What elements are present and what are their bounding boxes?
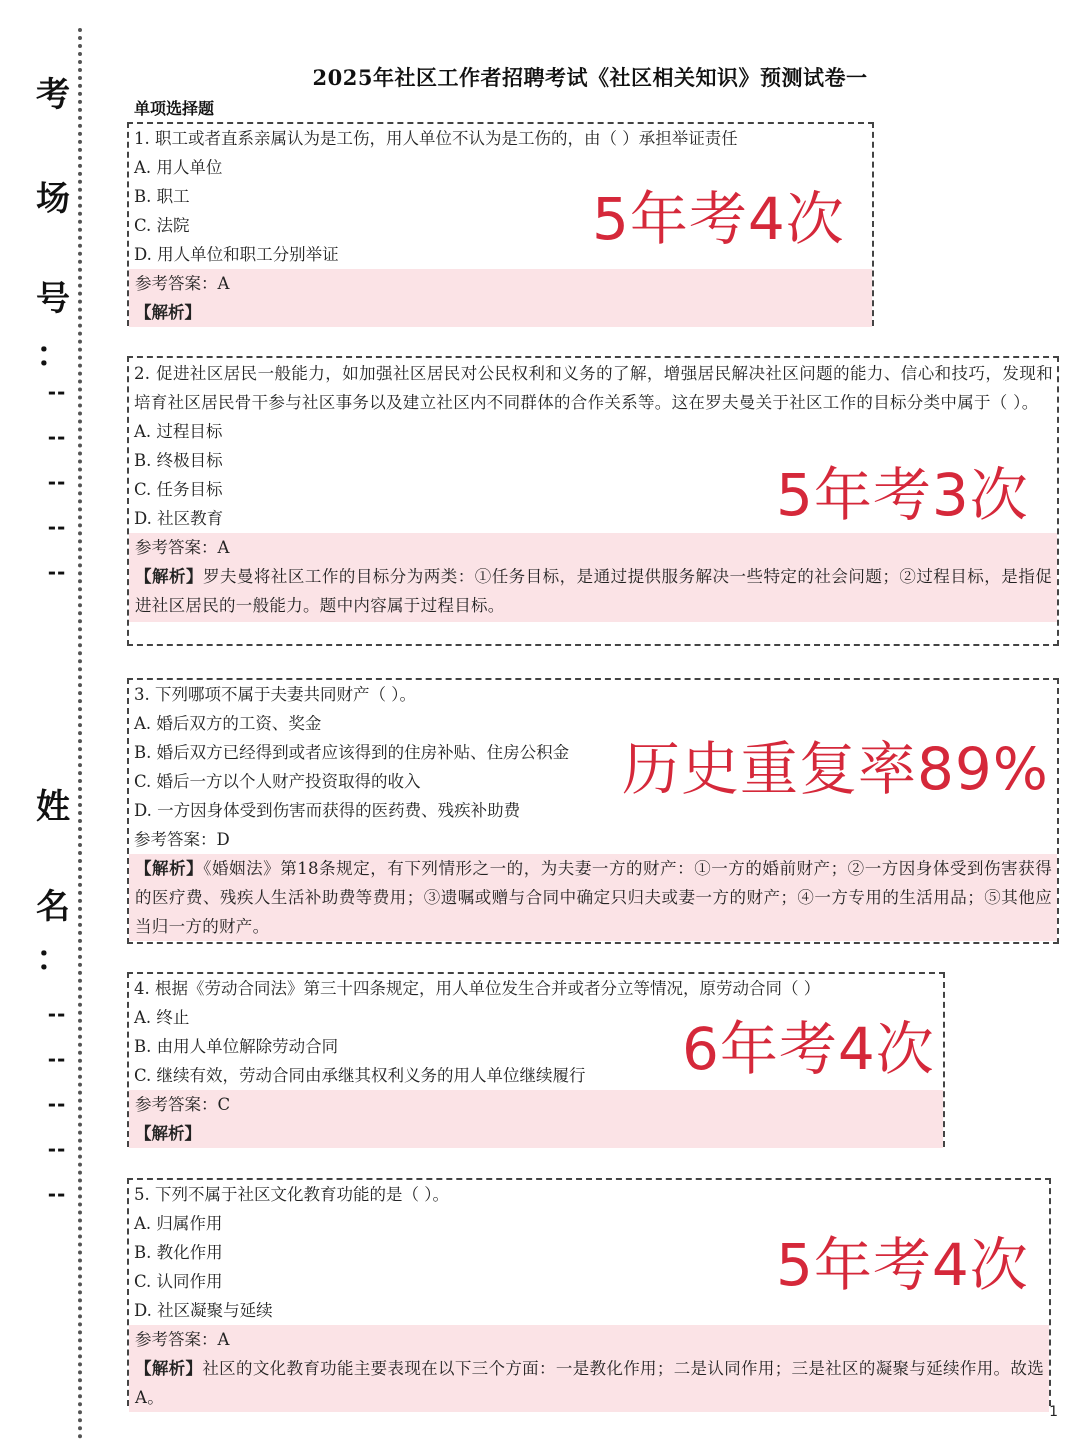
- option-c: C. 任务目标: [134, 480, 223, 499]
- option-a: A. 婚后双方的工资、奖金: [134, 714, 322, 733]
- question-stem: 4. 根据《劳动合同法》第三十四条规定，用人单位发生合并或者分立等情况，原劳动合同（ ）: [134, 979, 821, 998]
- option-d: D. 社区凝聚与延续: [134, 1301, 273, 1320]
- analysis-text: 社区的文化教育功能主要表现在以下三个方面：一是教化作用；二是认同作用；三是社区的凝聚与延续作用。故选A。: [135, 1359, 1045, 1407]
- exam-room-char-1: 考: [36, 75, 70, 115]
- name-label: [22, 787, 92, 1217]
- analysis: [134, 298, 867, 327]
- answer-panel: [129, 1090, 943, 1148]
- answer-panel: [129, 854, 1057, 941]
- analysis: [134, 854, 1052, 941]
- option-a: A. 过程目标: [134, 422, 223, 441]
- name-char-2: 名: [36, 887, 70, 927]
- option-a: A. 归属作用: [134, 1214, 223, 1233]
- name-colon: ：: [36, 939, 70, 979]
- question-stem: 2. 促进社区居民一般能力，如加强社区居民对公民权利和义务的了解，增强居民解决社区问题的能力、信心和技巧，发现和培育社区居民骨干参与社区事务以及建立社区内不同群体的合作关系等。这在罗夫曼关于社区工作的目标分类中属于（ ）。: [134, 364, 1053, 412]
- frequency-stamp: 5年考4次: [776, 1231, 1029, 1299]
- question-block-3: [127, 678, 1059, 944]
- reference-answer: 参考答案：A: [135, 1330, 230, 1349]
- frequency-stamp: 5年考3次: [776, 461, 1029, 529]
- option-c: C. 婚后一方以个人财产投资取得的收入: [134, 772, 421, 791]
- answer-panel: [129, 533, 1057, 622]
- option-d: D. 社区教育: [134, 509, 224, 528]
- exam-room-colon: ：: [36, 335, 70, 375]
- option-a: A. 终止: [134, 1008, 190, 1027]
- document-title: 2025年社区工作者招聘考试《社区相关知识》预测试卷一: [312, 65, 868, 90]
- option-c: C. 法院: [134, 216, 190, 235]
- answer-panel: [129, 1325, 1049, 1412]
- analysis-tag: 【解析】: [135, 1124, 201, 1143]
- option-b: B. 由用人单位解除劳动合同: [134, 1037, 339, 1056]
- frequency-stamp: 5年考4次: [592, 185, 845, 253]
- option-c: C. 继续有效，劳动合同由承继其权利义务的用人单位继续履行: [134, 1066, 586, 1085]
- analysis-tag: 【解析】: [135, 1359, 203, 1378]
- analysis-text: 罗夫曼将社区工作的目标分为两类：①任务目标，是通过提供服务解决一些特定的社会问题；②过程目标，是指促进社区居民的一般能力。题中内容属于过程目标。: [135, 567, 1053, 615]
- option-d: D. 用人单位和职工分别举证: [134, 245, 339, 264]
- option-b: B. 教化作用: [134, 1243, 223, 1262]
- frequency-stamp: 6年考4次: [682, 1015, 935, 1083]
- analysis: [134, 1354, 1044, 1412]
- exam-room-char-3: 号: [36, 279, 70, 319]
- analysis: [134, 562, 1052, 620]
- question-stem: 1. 职工或者直系亲属认为是工伤，用人单位不认为是工伤的，由（ ）承担举证责任: [134, 129, 738, 148]
- reference-answer: 参考答案：C: [135, 1095, 231, 1114]
- analysis: [134, 1119, 938, 1148]
- exam-room-fill-line: -- -- -- -- --: [47, 380, 67, 584]
- reference-answer: 参考答案：A: [135, 274, 230, 293]
- section-title: 单项选择题: [134, 99, 215, 118]
- option-c: C. 认同作用: [134, 1272, 223, 1291]
- analysis-text: 《婚姻法》第18条规定，有下列情形之一的，为夫妻一方的财产：①一方的婚前财产；②一方因身体受到伤害获得的医疗费、残疾人生活补助费等费用；③遗嘱或赠与合同中确定只归夫或妻一方的财产；④一方专用的生活用品；⑤其他应当归一方的财产。: [135, 859, 1052, 936]
- question-stem: 5. 下列不属于社区文化教育功能的是（ ）。: [134, 1185, 449, 1204]
- page-number: 1: [1049, 1404, 1058, 1420]
- exam-room-char-2: 场: [36, 179, 70, 219]
- analysis-tag: 【解析】: [135, 303, 201, 322]
- option-b: B. 婚后双方已经得到或者应该得到的住房补贴、住房公积金: [134, 743, 570, 762]
- exam-room-number-label: [22, 75, 92, 595]
- repeat-rate-stamp: 历史重复率89%: [622, 735, 1049, 803]
- option-b: B. 终极目标: [134, 451, 223, 470]
- name-fill-line: -- -- -- -- --: [47, 1002, 67, 1206]
- option-a: A. 用人单位: [134, 158, 223, 177]
- question-stem: 3. 下列哪项不属于夫妻共同财产（ ）。: [134, 685, 416, 704]
- name-char-1: 姓: [36, 787, 70, 827]
- reference-answer: 参考答案：D: [134, 830, 230, 849]
- analysis-tag: 【解析】: [135, 567, 203, 586]
- analysis-tag: 【解析】: [135, 859, 204, 878]
- answer-panel: [129, 269, 872, 327]
- option-b: B. 职工: [134, 187, 190, 206]
- reference-answer: 参考答案：A: [135, 538, 230, 557]
- option-d: D. 一方因身体受到伤害而获得的医药费、残疾补助费: [134, 801, 521, 820]
